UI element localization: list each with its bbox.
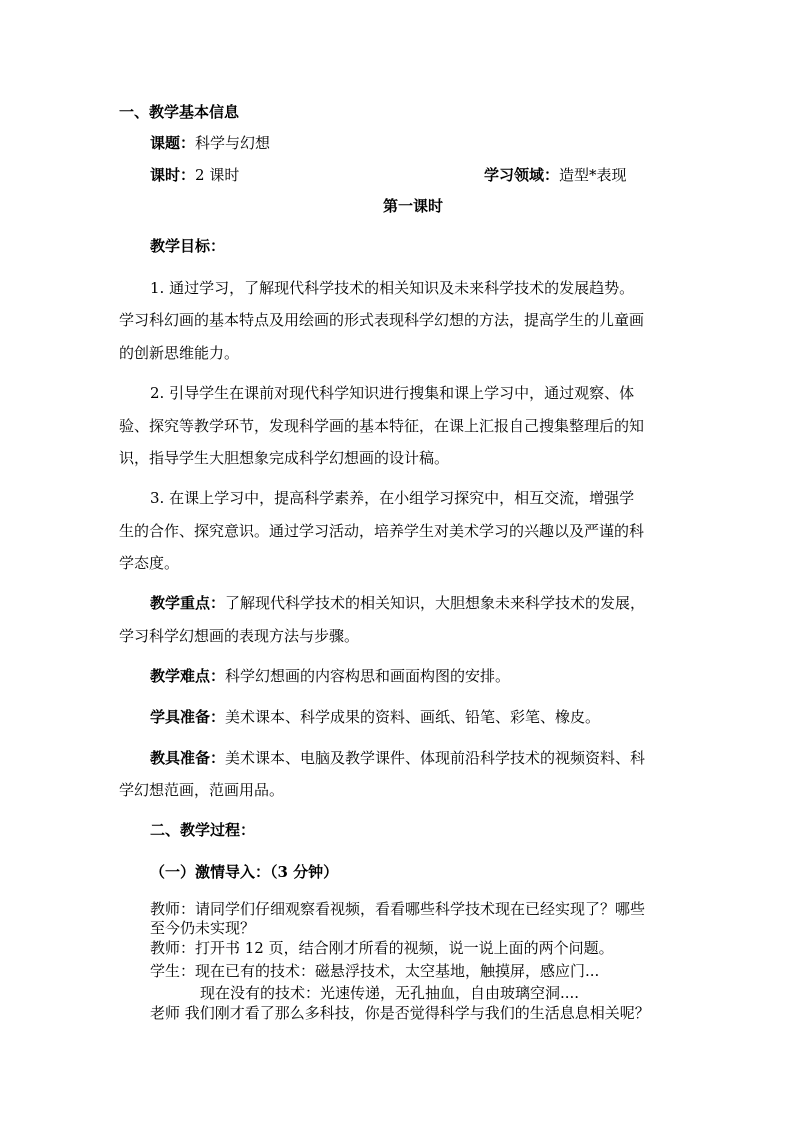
teacher-prep-label: 教具准备： bbox=[150, 749, 226, 767]
section1-heading: 一、教学基本信息 bbox=[119, 103, 240, 121]
section2-heading: 二、教学过程： bbox=[150, 821, 256, 839]
objective-3-line-1: 3. 在课上学习中，提高科学素养，在小组学习探究中，相互交流，增强学 bbox=[150, 489, 635, 507]
objective-1-line-3: 的创新思维能力。 bbox=[119, 344, 240, 362]
dialogue-line-4: 学生：现在已有的技术：磁悬浮技术，太空基地，触摸屏，感应门... bbox=[150, 962, 600, 980]
key-points-text: 了解现代科学技术的相关知识，大胆想象未来科学技术的发展， bbox=[225, 594, 646, 612]
objective-3-line-2: 生的合作、探究意识。通过学习活动，培养学生对美术学习的兴趣以及严谨的科 bbox=[119, 522, 645, 540]
key-points-line-1 bbox=[150, 593, 645, 613]
lesson-title: 第一课时 bbox=[383, 197, 444, 215]
objective-2-line-1: 2. 引导学生在课前对现代科学知识进行搜集和课上学习中，通过观察、体 bbox=[150, 384, 635, 402]
key-points-line-2: 学习科学幻想画的表现方法与步骤。 bbox=[119, 627, 360, 645]
dialogue-line-6: 老师 我们刚才看了那么多科技，你是否觉得科学与我们的生活息息相关呢？ bbox=[150, 1004, 650, 1022]
objective-2-line-3: 识，指导学生大胆想象完成科学幻想画的设计稿。 bbox=[119, 449, 450, 467]
student-prep-text: 美术课本、科学成果的资料、画纸、铅笔、彩笔、橡皮。 bbox=[225, 708, 601, 726]
topic-label: 课题： bbox=[150, 134, 196, 152]
objectives-heading: 教学目标： bbox=[150, 237, 226, 255]
difficulty-label: 教学难点： bbox=[150, 667, 226, 685]
domain-value: 造型*表现 bbox=[559, 166, 627, 184]
objective-1-line-2: 学习科幻画的基本特点及用绘画的形式表现科学幻想的方法，提高学生的儿童画 bbox=[119, 311, 645, 329]
dialogue-line-5: 现在没有的技术：光速传递，无孔抽血，自由玻璃空洞.... bbox=[200, 984, 580, 1002]
hours-row bbox=[150, 165, 239, 185]
topic-row bbox=[150, 133, 270, 153]
teacher-prep-line-2: 学幻想范画，范画用品。 bbox=[119, 781, 285, 799]
objective-3-line-3: 学态度。 bbox=[119, 554, 180, 572]
domain-row bbox=[484, 165, 627, 185]
teacher-prep-text: 美术课本、电脑及教学课件、体现前沿科学技术的视频资料、科 bbox=[225, 749, 646, 767]
key-points-label: 教学重点： bbox=[150, 594, 226, 612]
objective-2-line-2: 验、探究等教学环节，发现科学画的基本特征，在课上汇报自己搜集整理后的知 bbox=[119, 417, 645, 435]
student-prep-label: 学具准备： bbox=[150, 708, 226, 726]
dialogue-line-1: 教师：请同学们仔细观察看视频，看看哪些科学技术现在已经实现了？哪些 bbox=[150, 900, 646, 918]
stage1-heading: （一）激情导入：（3 分钟） bbox=[150, 863, 339, 881]
difficulty-text: 科学幻想画的内容构思和画面构图的安排。 bbox=[225, 667, 511, 685]
domain-label: 学习领域： bbox=[484, 166, 560, 184]
objective-1-line-1: 1. 通过学习，了解现代科学技术的相关知识及未来科学技术的发展趋势。 bbox=[150, 279, 635, 297]
hours-label: 课时： bbox=[150, 166, 196, 184]
dialogue-line-2: 至今仍未实现？ bbox=[150, 919, 256, 937]
topic-value: 科学与幻想 bbox=[195, 134, 271, 152]
difficulty-row bbox=[150, 666, 510, 686]
teacher-prep-line-1 bbox=[150, 748, 645, 768]
dialogue-line-3: 教师：打开书 12 页，结合刚才所看的视频，说一说上面的两个问题。 bbox=[150, 939, 614, 957]
hours-value: 2 课时 bbox=[195, 166, 240, 184]
student-prep-row bbox=[150, 707, 600, 727]
